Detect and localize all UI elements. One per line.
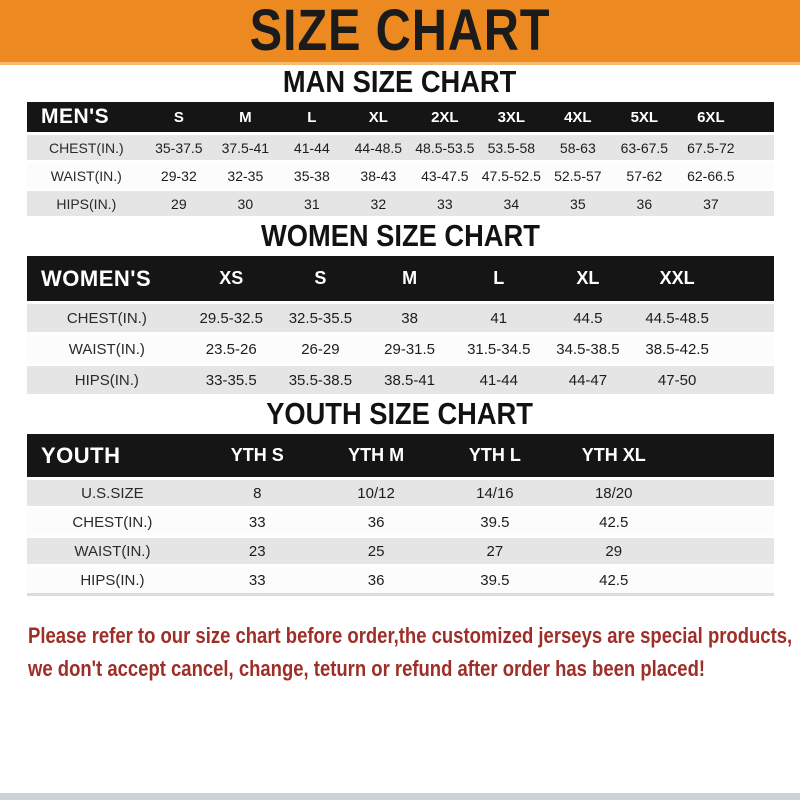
size-value-cell: 18/20 bbox=[554, 480, 673, 506]
measurement-label: CHEST(IN.) bbox=[27, 509, 198, 535]
size-value-cell: 41 bbox=[454, 304, 543, 332]
disclaimer-line-1: Please refer to our size chart before order,the customized jerseys are special products, bbox=[28, 623, 793, 648]
spacer-cell bbox=[722, 256, 774, 301]
size-column-header: YTH M bbox=[317, 434, 436, 477]
size-column-header: L bbox=[454, 256, 543, 301]
youth-section-heading bbox=[0, 397, 800, 431]
spacer-cell bbox=[673, 567, 774, 596]
size-value-cell: 34.5-38.5 bbox=[543, 335, 632, 363]
size-value-cell: 23.5-26 bbox=[187, 335, 276, 363]
spacer-cell bbox=[722, 335, 774, 363]
measurement-label: WAIST(IN.) bbox=[27, 163, 146, 188]
size-value-cell: 8 bbox=[198, 480, 317, 506]
spacer-cell bbox=[722, 304, 774, 332]
size-value-cell: 29-32 bbox=[146, 163, 213, 188]
spacer-cell bbox=[673, 480, 774, 506]
men-section-heading-text: MAN SIZE CHART bbox=[283, 64, 517, 99]
size-value-cell: 35-37.5 bbox=[146, 135, 213, 160]
disclaimer-line-2: we don't accept cancel, change, teturn or refund after order has been placed! bbox=[28, 656, 706, 681]
section-men bbox=[0, 65, 800, 219]
measurement-row bbox=[27, 135, 774, 160]
size-column-header: 5XL bbox=[611, 102, 678, 132]
table-group-label: MEN'S bbox=[27, 102, 146, 132]
measurement-label: HIPS(IN.) bbox=[27, 191, 146, 216]
size-value-cell: 14/16 bbox=[435, 480, 554, 506]
size-value-cell: 34 bbox=[478, 191, 545, 216]
men-section-heading bbox=[0, 65, 800, 99]
women-size-table bbox=[27, 253, 774, 397]
size-header-row bbox=[27, 102, 774, 132]
measurement-row bbox=[27, 480, 774, 506]
size-value-cell: 26-29 bbox=[276, 335, 365, 363]
size-column-header: 4XL bbox=[545, 102, 612, 132]
size-value-cell: 33 bbox=[412, 191, 479, 216]
size-column-header: S bbox=[146, 102, 213, 132]
women-section-heading bbox=[0, 219, 800, 253]
youth-section-heading-text: YOUTH SIZE CHART bbox=[266, 396, 534, 431]
measurement-row bbox=[27, 366, 774, 394]
size-value-cell: 33 bbox=[198, 509, 317, 535]
spacer-cell bbox=[744, 135, 774, 160]
size-column-header: YTH XL bbox=[554, 434, 673, 477]
size-value-cell: 29.5-32.5 bbox=[187, 304, 276, 332]
measurement-row bbox=[27, 335, 774, 363]
men-size-table bbox=[27, 99, 774, 219]
size-value-cell: 32 bbox=[345, 191, 412, 216]
banner bbox=[0, 0, 800, 65]
measurement-row bbox=[27, 163, 774, 188]
size-value-cell: 58-63 bbox=[545, 135, 612, 160]
size-value-cell: 41-44 bbox=[454, 366, 543, 394]
table-group-label: YOUTH bbox=[27, 434, 198, 477]
size-value-cell: 38-43 bbox=[345, 163, 412, 188]
spacer-cell bbox=[673, 538, 774, 564]
size-value-cell: 39.5 bbox=[435, 567, 554, 596]
size-value-cell: 32-35 bbox=[212, 163, 279, 188]
size-value-cell: 37 bbox=[678, 191, 745, 216]
size-value-cell: 47-50 bbox=[633, 366, 722, 394]
size-value-cell: 25 bbox=[317, 538, 436, 564]
measurement-row bbox=[27, 304, 774, 332]
spacer-cell bbox=[722, 366, 774, 394]
youth-size-table bbox=[27, 431, 774, 599]
size-value-cell: 36 bbox=[317, 509, 436, 535]
size-column-header: 3XL bbox=[478, 102, 545, 132]
spacer-cell bbox=[744, 191, 774, 216]
size-value-cell: 27 bbox=[435, 538, 554, 564]
size-value-cell: 67.5-72 bbox=[678, 135, 745, 160]
size-column-header: XS bbox=[187, 256, 276, 301]
size-value-cell: 33-35.5 bbox=[187, 366, 276, 394]
section-women bbox=[0, 219, 800, 397]
spacer-cell bbox=[673, 509, 774, 535]
size-value-cell: 42.5 bbox=[554, 509, 673, 535]
size-value-cell: 44-47 bbox=[543, 366, 632, 394]
size-value-cell: 36 bbox=[611, 191, 678, 216]
size-value-cell: 23 bbox=[198, 538, 317, 564]
size-value-cell: 44-48.5 bbox=[345, 135, 412, 160]
women-section-heading-text: WOMEN SIZE CHART bbox=[260, 218, 540, 253]
size-value-cell: 48.5-53.5 bbox=[412, 135, 479, 160]
size-column-header: S bbox=[276, 256, 365, 301]
size-value-cell: 44.5 bbox=[543, 304, 632, 332]
size-value-cell: 53.5-58 bbox=[478, 135, 545, 160]
size-value-cell: 35 bbox=[545, 191, 612, 216]
size-value-cell: 10/12 bbox=[317, 480, 436, 506]
size-column-header: M bbox=[365, 256, 454, 301]
size-value-cell: 37.5-41 bbox=[212, 135, 279, 160]
size-value-cell: 35.5-38.5 bbox=[276, 366, 365, 394]
size-value-cell: 39.5 bbox=[435, 509, 554, 535]
size-value-cell: 29 bbox=[554, 538, 673, 564]
section-youth bbox=[0, 397, 800, 599]
size-value-cell: 41-44 bbox=[279, 135, 346, 160]
size-value-cell: 29 bbox=[146, 191, 213, 216]
footer-disclaimer bbox=[28, 619, 800, 685]
size-column-header: L bbox=[279, 102, 346, 132]
size-column-header: 2XL bbox=[412, 102, 479, 132]
bottom-edge-strip bbox=[0, 793, 800, 800]
spacer-cell bbox=[744, 163, 774, 188]
spacer-cell bbox=[673, 434, 774, 477]
size-value-cell: 38.5-42.5 bbox=[633, 335, 722, 363]
measurement-label: CHEST(IN.) bbox=[27, 135, 146, 160]
size-column-header: 6XL bbox=[678, 102, 745, 132]
size-column-header: YTH L bbox=[435, 434, 554, 477]
measurement-label: CHEST(IN.) bbox=[27, 304, 187, 332]
size-value-cell: 31 bbox=[279, 191, 346, 216]
size-value-cell: 43-47.5 bbox=[412, 163, 479, 188]
table-group-label: WOMEN'S bbox=[27, 256, 187, 301]
spacer-cell bbox=[744, 102, 774, 132]
size-column-header: XL bbox=[543, 256, 632, 301]
size-value-cell: 38.5-41 bbox=[365, 366, 454, 394]
size-value-cell: 42.5 bbox=[554, 567, 673, 596]
size-value-cell: 29-31.5 bbox=[365, 335, 454, 363]
measurement-row bbox=[27, 567, 774, 596]
size-value-cell: 52.5-57 bbox=[545, 163, 612, 188]
size-column-header: XL bbox=[345, 102, 412, 132]
size-value-cell: 57-62 bbox=[611, 163, 678, 188]
size-value-cell: 35-38 bbox=[279, 163, 346, 188]
size-column-header: M bbox=[212, 102, 279, 132]
size-value-cell: 31.5-34.5 bbox=[454, 335, 543, 363]
size-value-cell: 38 bbox=[365, 304, 454, 332]
measurement-label: WAIST(IN.) bbox=[27, 335, 187, 363]
measurement-label: U.S.SIZE bbox=[27, 480, 198, 506]
size-value-cell: 32.5-35.5 bbox=[276, 304, 365, 332]
size-column-header: XXL bbox=[633, 256, 722, 301]
size-value-cell: 62-66.5 bbox=[678, 163, 745, 188]
size-header-row bbox=[27, 434, 774, 477]
measurement-row bbox=[27, 538, 774, 564]
measurement-row bbox=[27, 509, 774, 535]
measurement-label: HIPS(IN.) bbox=[27, 366, 187, 394]
measurement-label: WAIST(IN.) bbox=[27, 538, 198, 564]
measurement-row bbox=[27, 191, 774, 216]
size-value-cell: 44.5-48.5 bbox=[633, 304, 722, 332]
size-value-cell: 47.5-52.5 bbox=[478, 163, 545, 188]
size-header-row bbox=[27, 256, 774, 301]
size-value-cell: 30 bbox=[212, 191, 279, 216]
size-value-cell: 36 bbox=[317, 567, 436, 596]
size-value-cell: 63-67.5 bbox=[611, 135, 678, 160]
measurement-label: HIPS(IN.) bbox=[27, 567, 198, 596]
banner-title: SIZE CHART bbox=[249, 0, 551, 63]
size-column-header: YTH S bbox=[198, 434, 317, 477]
size-value-cell: 33 bbox=[198, 567, 317, 596]
